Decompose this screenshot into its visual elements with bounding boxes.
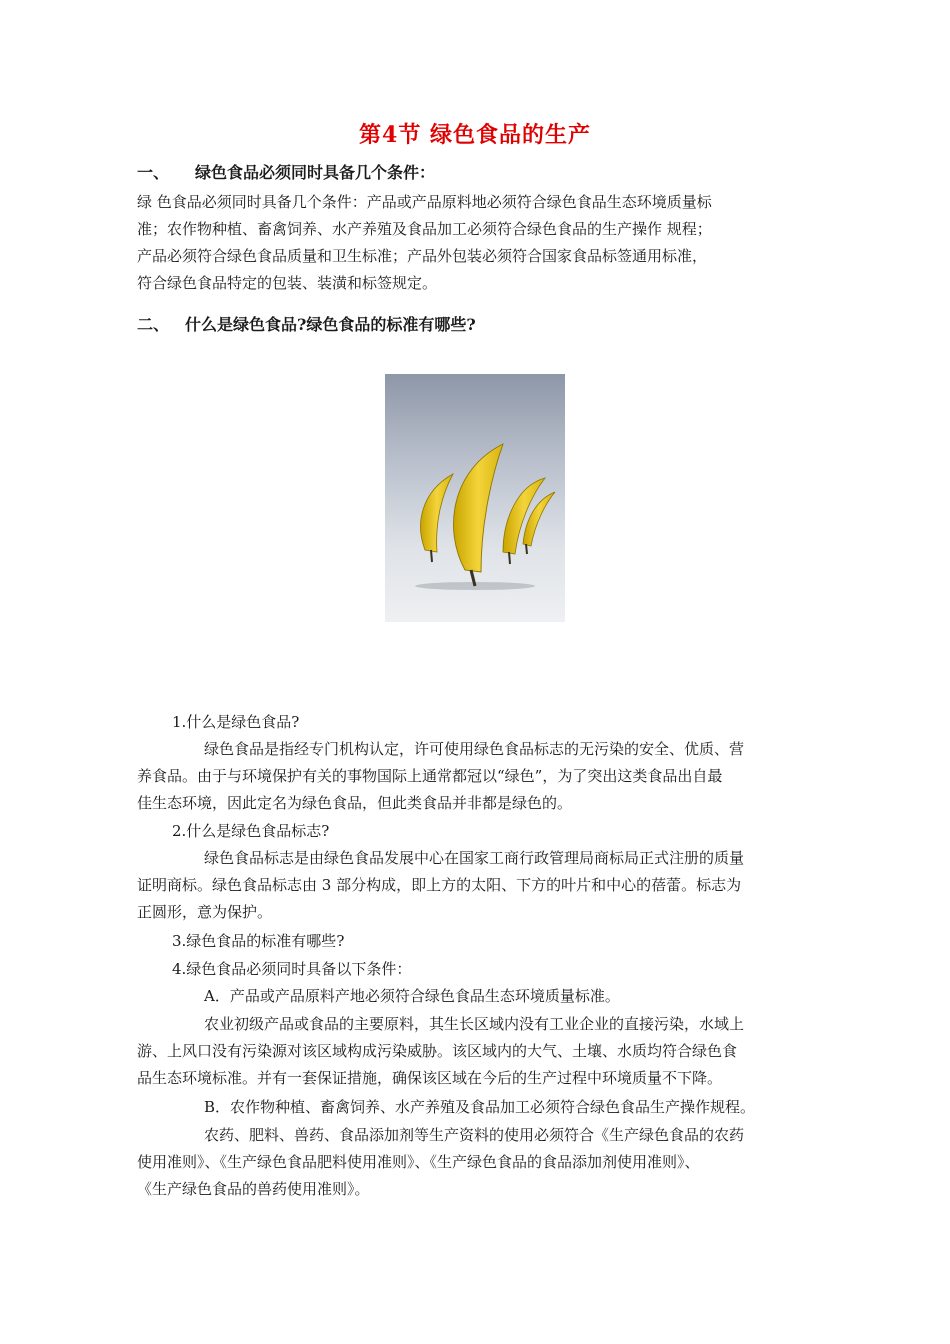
question-2-label: 2.什么是绿色食品标志? xyxy=(172,822,330,840)
item-a-body xyxy=(137,1011,817,1092)
body-line: 农业初级产品或食品的主要原料，其生长区域内没有工业企业的直接污染，水域上 xyxy=(204,1015,745,1033)
section-2-heading xyxy=(137,312,476,335)
body-line: 佳生态环境，因此定名为绿色食品，但此类食品并非都是绿色的。 xyxy=(137,794,573,812)
section-1-body xyxy=(137,189,817,297)
question-3-label: 3.绿色食品的标准有哪些? xyxy=(172,932,345,950)
item-b-body xyxy=(137,1122,817,1203)
body-line: 准；农作物种植、畜禽饲养、水产养殖及食品加工必须符合绿色食品的生产操作 规程； xyxy=(137,220,712,238)
body-line: 正圆形，意为保护。 xyxy=(137,903,273,921)
section-1-title: 绿色食品必须同时具备几个条件： xyxy=(195,163,436,182)
body-line: 游、上风口没有污染源对该区域构成污染威胁。该区域内的大气、土壤、水质均符合绿色食 xyxy=(137,1042,738,1060)
body-line: 《生产绿色食品的兽药使用准则》。 xyxy=(137,1180,370,1198)
page-title: 第4节 绿色食品的生产 xyxy=(359,122,591,148)
body-line: 使用准则》、《生产绿色食品肥料使用准则》、《生产绿色食品的食品添加剂使用准则》、 xyxy=(137,1153,700,1171)
section-1-heading xyxy=(137,160,435,183)
body-line: 绿 色食品必须同时具备几个条件：产品或产品原料地必须符合绿色食品生态环境质量标 xyxy=(137,193,712,211)
body-line: 农药、肥料、兽药、食品添加剂等生产资料的使用必须符合《生产绿色食品的农药 xyxy=(204,1126,745,1144)
body-line: 证明商标。绿色食品标志由 3 部分构成，即上方的太阳、下方的叶片和中心的蓓蕾。标志为 xyxy=(137,876,742,894)
banana-illustration xyxy=(385,374,565,622)
question-1-label: 1.什么是绿色食品? xyxy=(172,713,300,731)
body-line: 绿色食品是指经专门机构认定，许可使用绿色食品标志的无污染的安全、优质、营 xyxy=(204,740,745,758)
question-1-body xyxy=(137,736,817,817)
question-2-body xyxy=(137,845,817,926)
body-line: 养食品。由于与环境保护有关的事物国际上通常都冠以“绿色”，为了突出这类食品出自最 xyxy=(137,767,723,785)
body-line: 符合绿色食品特定的包装、装潢和标签规定。 xyxy=(137,274,438,292)
body-line: 绿色食品标志是由绿色食品发展中心在国家工商行政管理局商标局正式注册的质量 xyxy=(204,849,745,867)
item-a-title: A．产品或产品原料产地必须符合绿色食品生态环境质量标准。 xyxy=(204,987,620,1005)
body-line: 品生态环境标准。并有一套保证措施，确保该区域在今后的生产过程中环境质量不下降。 xyxy=(137,1069,723,1087)
question-4-label: 4.绿色食品必须同时具备以下条件： xyxy=(172,960,412,978)
section-2-title: 什么是绿色食品?绿色食品的标准有哪些? xyxy=(185,315,476,334)
body-line: 产品必须符合绿色食品质量和卫生标准；产品外包装必须符合国家食品标签通用标准， xyxy=(137,247,708,265)
banana-photo xyxy=(385,374,565,622)
section-1-number: 一、 xyxy=(137,163,170,182)
item-b-title: B．农作物种植、畜禽饲养、水产养殖及食品加工必须符合绿色食品生产操作规程。 xyxy=(204,1098,756,1116)
section-2-number: 二、 xyxy=(137,315,170,334)
